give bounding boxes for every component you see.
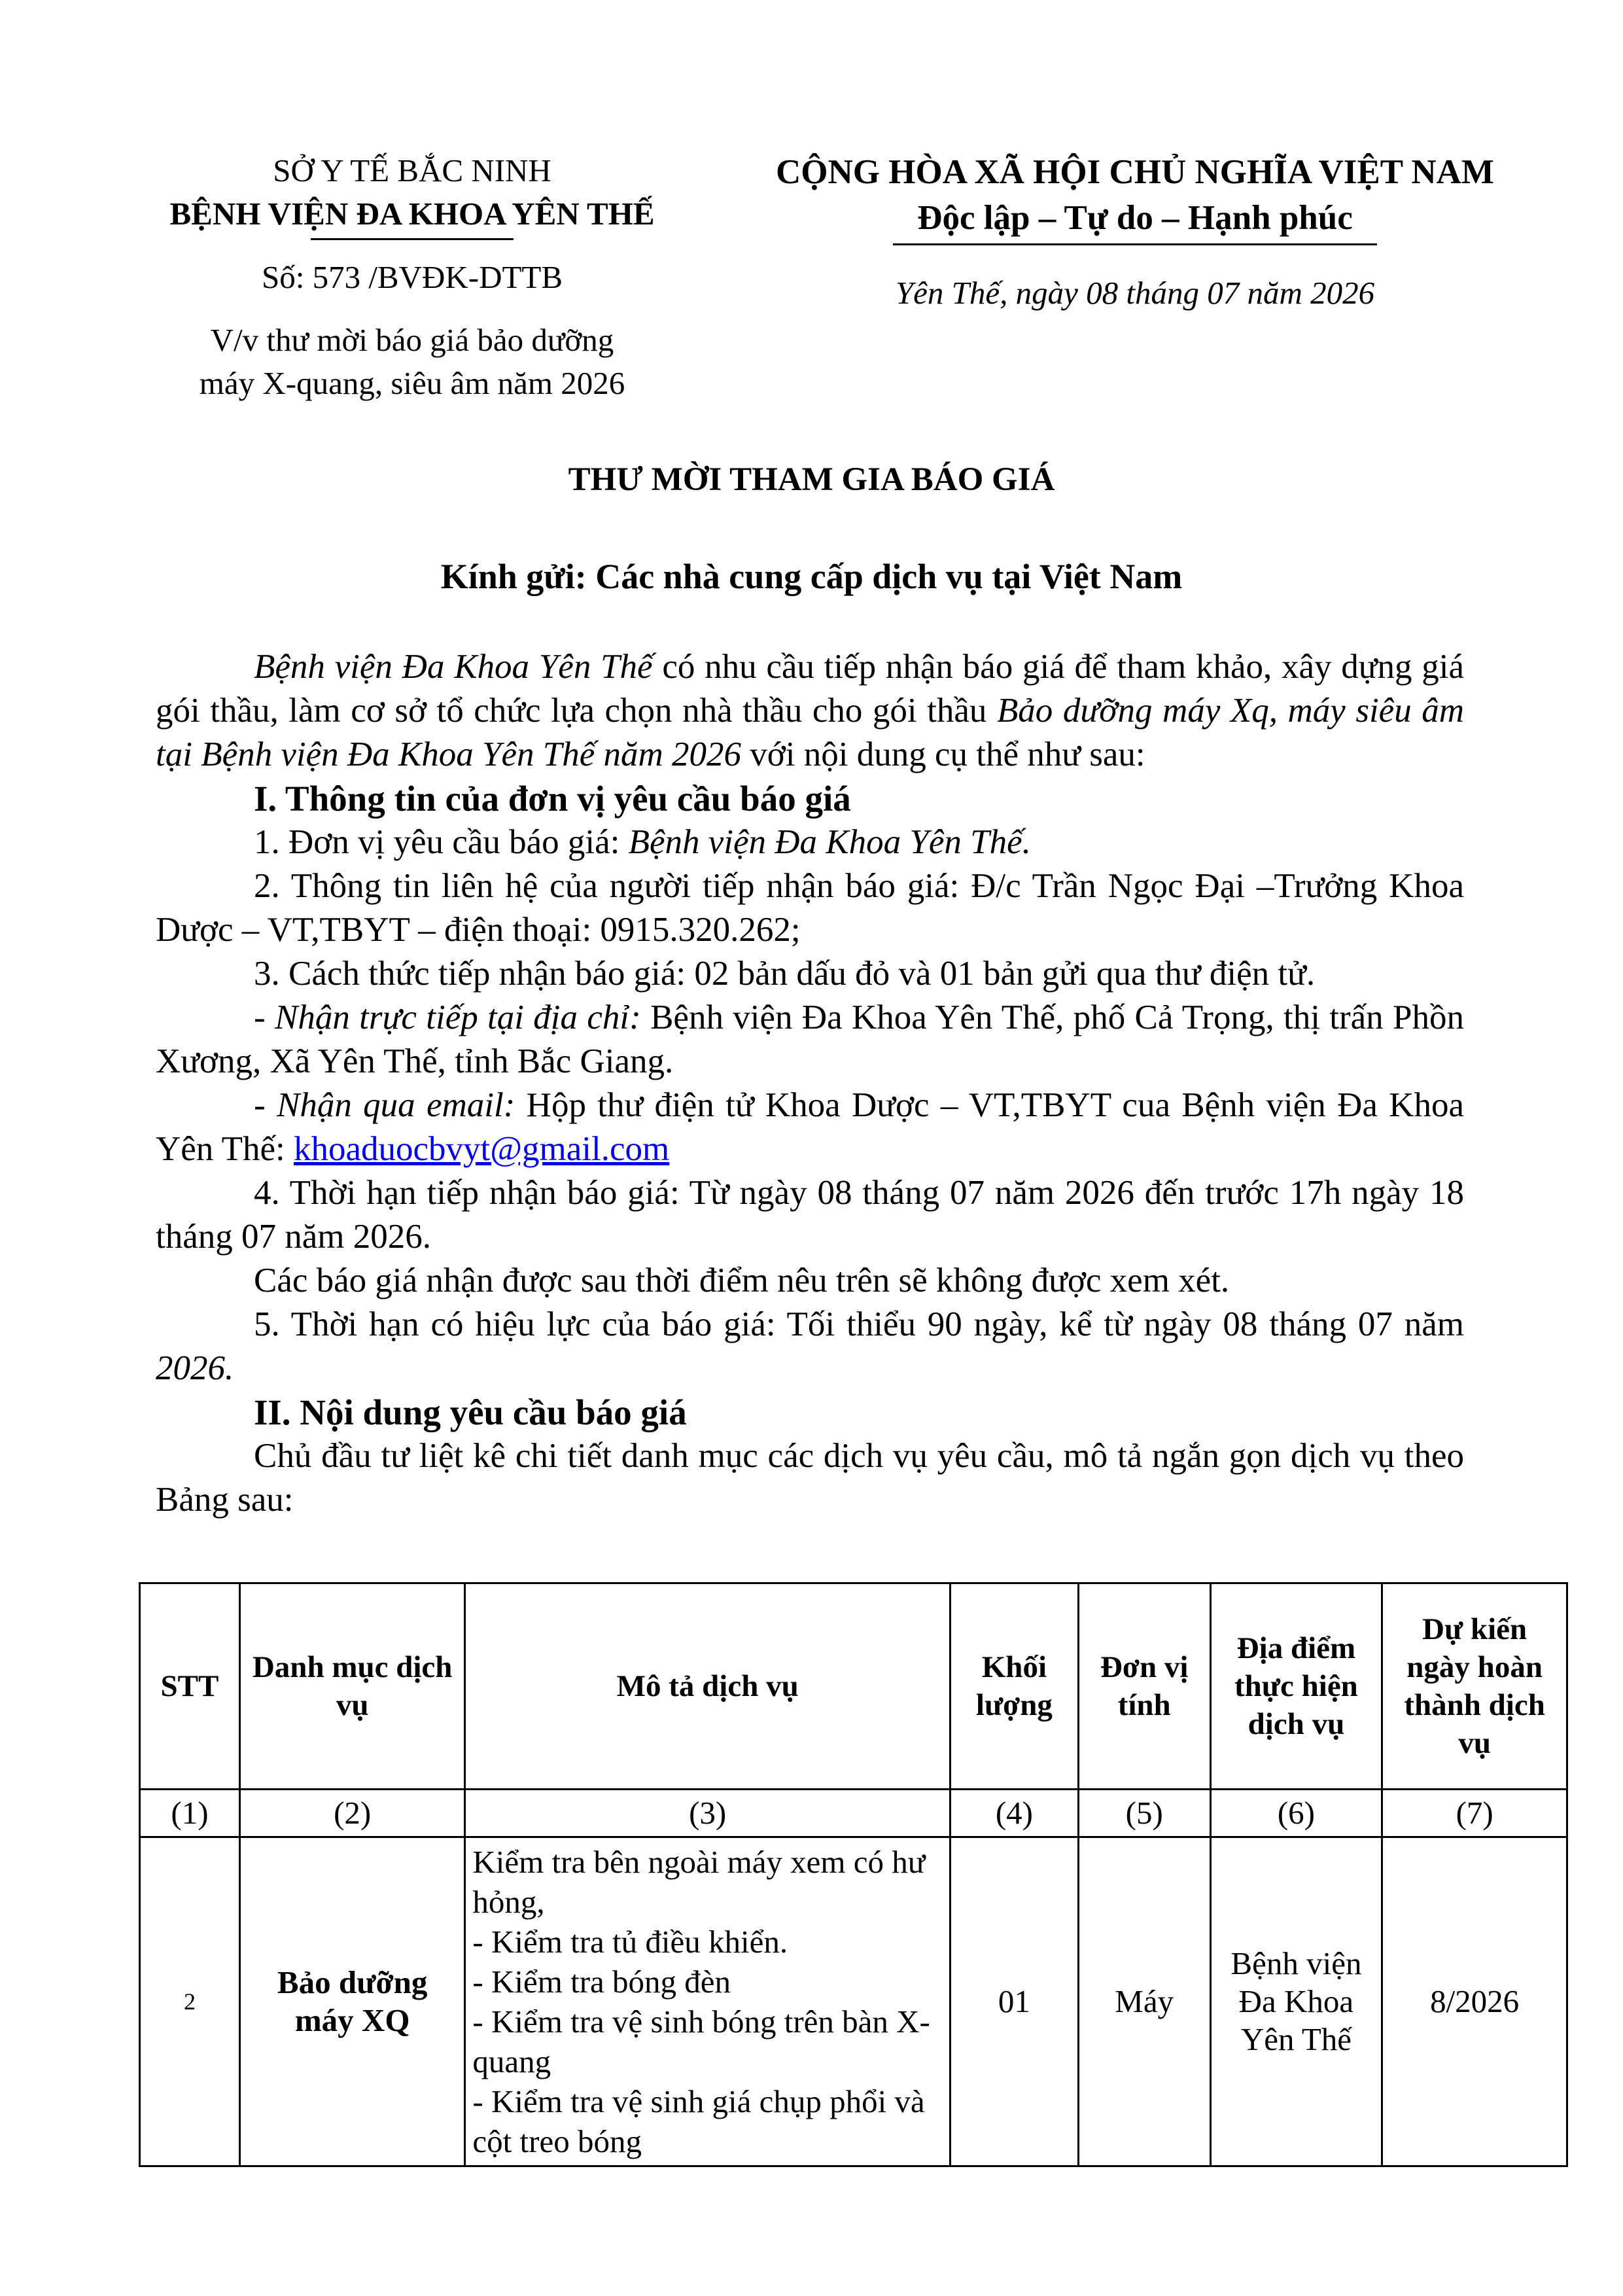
place-date: Yên Thế, ngày 08 tháng 07 năm 2026 — [895, 275, 1375, 311]
item-5-text: 5. Thời hạn có hiệu lực của báo giá: Tối thiểu 90 ngày, kể từ ngày 08 tháng 07 năm — [254, 1305, 1464, 1343]
section-1-item-4: 4. Thời hạn tiếp nhận báo giá: Từ ngày 08 tháng 07 năm 2026 đến trước 17h ngày 18 tháng 07 năm 2026. — [156, 1174, 1464, 1256]
col-number: (2) — [239, 1790, 465, 1837]
col-number: (6) — [1210, 1790, 1382, 1837]
direct-delivery — [156, 996, 1464, 1084]
service-table — [139, 1582, 1568, 2167]
row-completion: 8/2026 — [1382, 1837, 1567, 2166]
recipient-line: Kính gửi: Các nhà cung cấp dịch vụ tại Việt Nam — [440, 557, 1183, 596]
row-quantity: 01 — [950, 1837, 1078, 2166]
section-2-heading: II. Nội dung yêu cầu báo giá — [254, 1392, 687, 1432]
description-line: - Kiểm tra vệ sinh giá chụp phổi và cột treo bóng — [472, 2083, 925, 2159]
header-description: Mô tả dịch vụ — [465, 1583, 951, 1790]
item-1-value: Bệnh viện Đa Khoa Yên Thế. — [628, 823, 1031, 861]
email-text: Hộp thư điện tử Khoa Dược – VT,TBYT cua Bệnh viện Đa Khoa Yên Thế: — [156, 1086, 1464, 1168]
section-1-item-5 — [156, 1303, 1464, 1390]
table-header-row — [140, 1583, 1567, 1790]
header-completion: Dự kiến ngày hoàn thành dịch vụ — [1382, 1583, 1567, 1790]
header-service: Danh mục dịch vụ — [239, 1583, 465, 1790]
direct-label: - Nhận trực tiếp tại địa chỉ: — [254, 998, 641, 1036]
subject-line-2: máy X-quang, siêu âm năm 2026 — [199, 365, 625, 401]
document-number: Số: 573 /BVĐK-DTTB — [261, 259, 563, 295]
hospital-underline — [311, 238, 514, 240]
section-1-item-2: 2. Thông tin liên hệ của người tiếp nhận báo giá: Đ/c Trần Ngọc Đại –Trưởng Khoa Dược – VT,TBYT – điện thoại: 0915.320.262; — [156, 867, 1464, 949]
issuer-block — [131, 149, 693, 405]
email-delivery — [156, 1084, 1464, 1171]
item-5-year: 2026. — [156, 1349, 234, 1387]
country-name: CỘNG HÒA XÃ HỘI CHỦ NGHĨA VIỆT NAM — [776, 153, 1494, 191]
intro-package: Bảo dưỡng máy Xq, máy siêu âm tại Bệnh viện Đa Khoa Yên Thế năm 2026 — [156, 692, 1464, 773]
row-stt: 2 — [140, 1837, 240, 2166]
section-1-item-4-note: Các báo giá nhận được sau thời điểm nêu trên sẽ không được xem xét. — [254, 1262, 1230, 1299]
subject-line-1: V/v thư mời báo giá bảo dưỡng — [210, 322, 614, 358]
row-location: Bệnh viện Đa Khoa Yên Thế — [1210, 1837, 1382, 2166]
col-number: (3) — [465, 1790, 951, 1837]
intro-hospital: Bệnh viện Đa Khoa Yên Thế — [254, 648, 653, 686]
table-row — [140, 1837, 1567, 2166]
section-1-heading: I. Thông tin của đơn vị yêu cầu báo giá — [254, 779, 851, 819]
national-header-block — [752, 149, 1518, 316]
intro-end: với nội dung cụ thể như sau: — [741, 735, 1145, 773]
section-1-item-1 — [156, 821, 1464, 864]
email-label: - Nhận qua email: — [254, 1086, 515, 1124]
header-unit: Đơn vị tính — [1078, 1583, 1210, 1790]
description-line: Kiểm tra bên ngoài máy xem có hư hỏng, — [472, 1844, 926, 1920]
header-stt: STT — [140, 1583, 240, 1790]
hospital-name: BỆNH VIỆN ĐA KHOA YÊN THẾ — [169, 196, 655, 232]
item-1-label: 1. Đơn vị yêu cầu báo giá: — [254, 823, 629, 861]
email-link[interactable]: khoaduocbvyt@gmail.com — [293, 1130, 670, 1168]
col-number: (1) — [140, 1790, 240, 1837]
intro-paragraph — [156, 645, 1464, 777]
department-name: SỞ Y TẾ BẮC NINH — [273, 152, 551, 188]
header-location: Địa điểm thực hiện dịch vụ — [1210, 1583, 1382, 1790]
col-number: (4) — [950, 1790, 1078, 1837]
motto-underline — [893, 243, 1377, 245]
col-number: (5) — [1078, 1790, 1210, 1837]
header-quantity: Khối lượng — [950, 1583, 1078, 1790]
row-unit: Máy — [1078, 1837, 1210, 2166]
intro-text: có nhu cầu tiếp nhận báo giá để tham khảo, xây dựng giá gói thầu, làm cơ sở tổ chức lựa chọn nhà thầu cho gói thầu — [156, 648, 1464, 730]
row-description — [465, 1837, 951, 2166]
description-line: - Kiểm tra bóng đèn — [472, 1964, 731, 2000]
row-service: Bảo dưỡng máy XQ — [239, 1837, 465, 2166]
section-2-intro: Chủ đầu tư liệt kê chi tiết danh mục các dịch vụ yêu cầu, mô tả ngắn gọn dịch vụ theo Bảng sau: — [156, 1437, 1464, 1519]
col-number: (7) — [1382, 1790, 1567, 1837]
description-line: - Kiểm tra vệ sinh bóng trên bàn X-quang — [472, 2004, 930, 2079]
column-number-row — [140, 1790, 1567, 1837]
description-line: - Kiểm tra tủ điều khiển. — [472, 1924, 788, 1960]
document-title: THƯ MỜI THAM GIA BÁO GIÁ — [568, 461, 1055, 498]
letter-body — [156, 645, 1464, 1522]
section-1-item-3: 3. Cách thức tiếp nhận báo giá: 02 bản dấu đỏ và 01 bản gửi qua thư điện tử. — [254, 955, 1316, 993]
national-motto: Độc lập – Tự do – Hạnh phúc — [917, 199, 1353, 237]
direct-address: Bệnh viện Đa Khoa Yên Thế, phố Cả Trọng, thị trấn Phồn Xương, Xã Yên Thế, tỉnh Bắc Giang. — [156, 998, 1464, 1080]
